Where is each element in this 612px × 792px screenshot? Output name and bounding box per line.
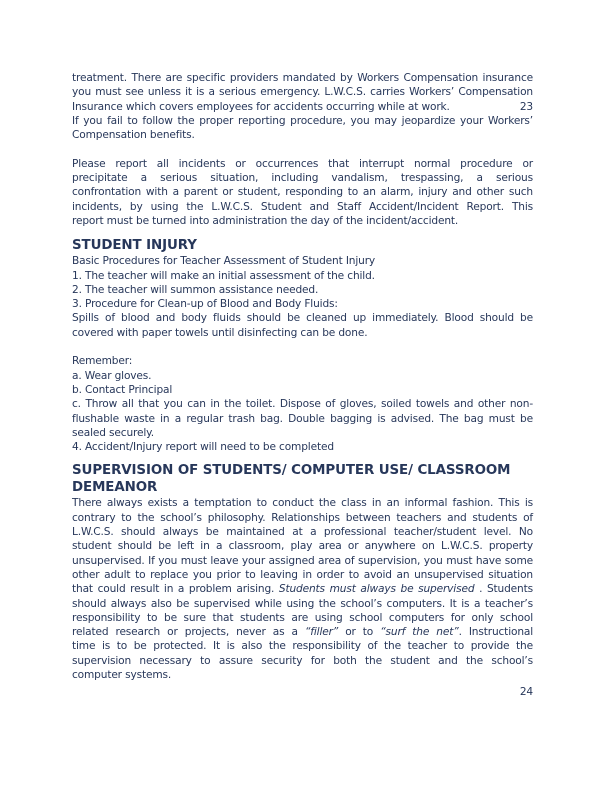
supervision-section [72,496,533,682]
text-line: L.W.C.S. should always be maintained at a professional teacher/student level. No [72,526,533,539]
document-page [72,71,533,700]
emphasis: Students must always be supervised [278,583,475,596]
text-line: contrary to the school’s philosophy. Relationships between teachers and students of [72,511,533,524]
text-line: unsupervised. If you must leave your assigned area of supervision, you must have some [72,554,533,567]
text-line: Spills of blood and body fluids should be cleaned up immediately. Blood should be [72,312,533,325]
text-line: precipitate a serious situation, including vandalism, trespassing, a serious [72,172,533,185]
text-line: treatment. There are specific providers mandated by Workers Compensation insurance [72,72,533,84]
text-line: incidents, by using the L.W.C.S. Student and Staff Accident/Incident Report. This [72,200,533,213]
page-number-23: 23 [519,100,533,113]
text-line: student should be left in a classroom, play area or anywhere on L.W.C.S. property [72,540,533,553]
student-injury-heading: STUDENT INJURY [72,238,197,254]
text-line: Insurance which covers employees for accidents occurring while at work. 23 [72,100,533,113]
text-line: If you fail to follow the proper reporting procedure, you may jeopardize your Workers’ [72,114,533,127]
text-line: responsibility to be sure that students are using school computers for only school [72,611,533,624]
step-4: 4. Accident/Injury report will need to be completed [72,441,334,454]
page-number-24: 24 [519,686,533,699]
workers-comp-paragraph [72,71,533,142]
remember-item-c: c. Throw all that you can in the toilet. Dispose of gloves, soiled towels and other non- [72,398,533,411]
text-line: sealed securely. [72,426,154,439]
text-line: flushable waste in a regular trash bag. Double bagging is advised. The bag must be [72,412,533,425]
supervision-heading: SUPERVISION OF STUDENTS/ COMPUTER USE/ CLASSROOM DEMEANOR [72,463,511,496]
step-2: 2. The teacher will summon assistance needed. [72,283,319,296]
subtitle: Basic Procedures for Teacher Assessment of Student Injury [72,255,376,268]
text-line: related research or projects, never as a “filler” or to “surf the net”. Instructional [72,626,534,639]
student-injury-section [72,254,533,454]
text-line: report must be turned into administration the day of the incident/accident. [72,214,459,227]
text-line: Please report all incidents or occurrences that interrupt normal procedure or [72,157,533,170]
step-1: 1. The teacher will make an initial assessment of the child. [72,269,375,282]
text-line: other adult to replace you prior to leaving in order to avoid an unsupervised situation [72,568,533,581]
text-line: There always exists a temptation to conduct the class in an informal fashion. This is [72,497,533,510]
text-line: covered with paper towels until disinfecting can be done. [72,326,368,339]
text-line: should always also be supervised while using the school’s computers. It is a teacher’s [72,597,533,610]
step-3: 3. Procedure for Clean-up of Blood and Body Fluids: [72,298,338,311]
remember-item-a: a. Wear gloves. [72,369,152,382]
emphasis: “surf the net” [380,626,459,639]
incident-report-paragraph [72,157,533,228]
remember-item-b: b. Contact Principal [72,383,173,396]
remember-label: Remember: [72,355,133,368]
text-line: you must see unless it is a serious emergency. L.W.C.S. carries Workers’ Compensation [72,86,533,99]
text-line: time is to be protected. It is also the responsibility of the teacher to provide the [72,640,533,653]
emphasis: “filler” [304,626,339,639]
text-line: that could result in a problem arising. Students must always be supervised . Students [72,583,533,596]
text-line: Compensation benefits. [72,129,195,142]
text-line: confrontation with a parent or student, responding to an alarm, injury and other such [72,186,533,199]
text-line: supervision necessary to assure security for both the student and the school’s [72,654,533,667]
text-line: computer systems. [72,668,172,681]
